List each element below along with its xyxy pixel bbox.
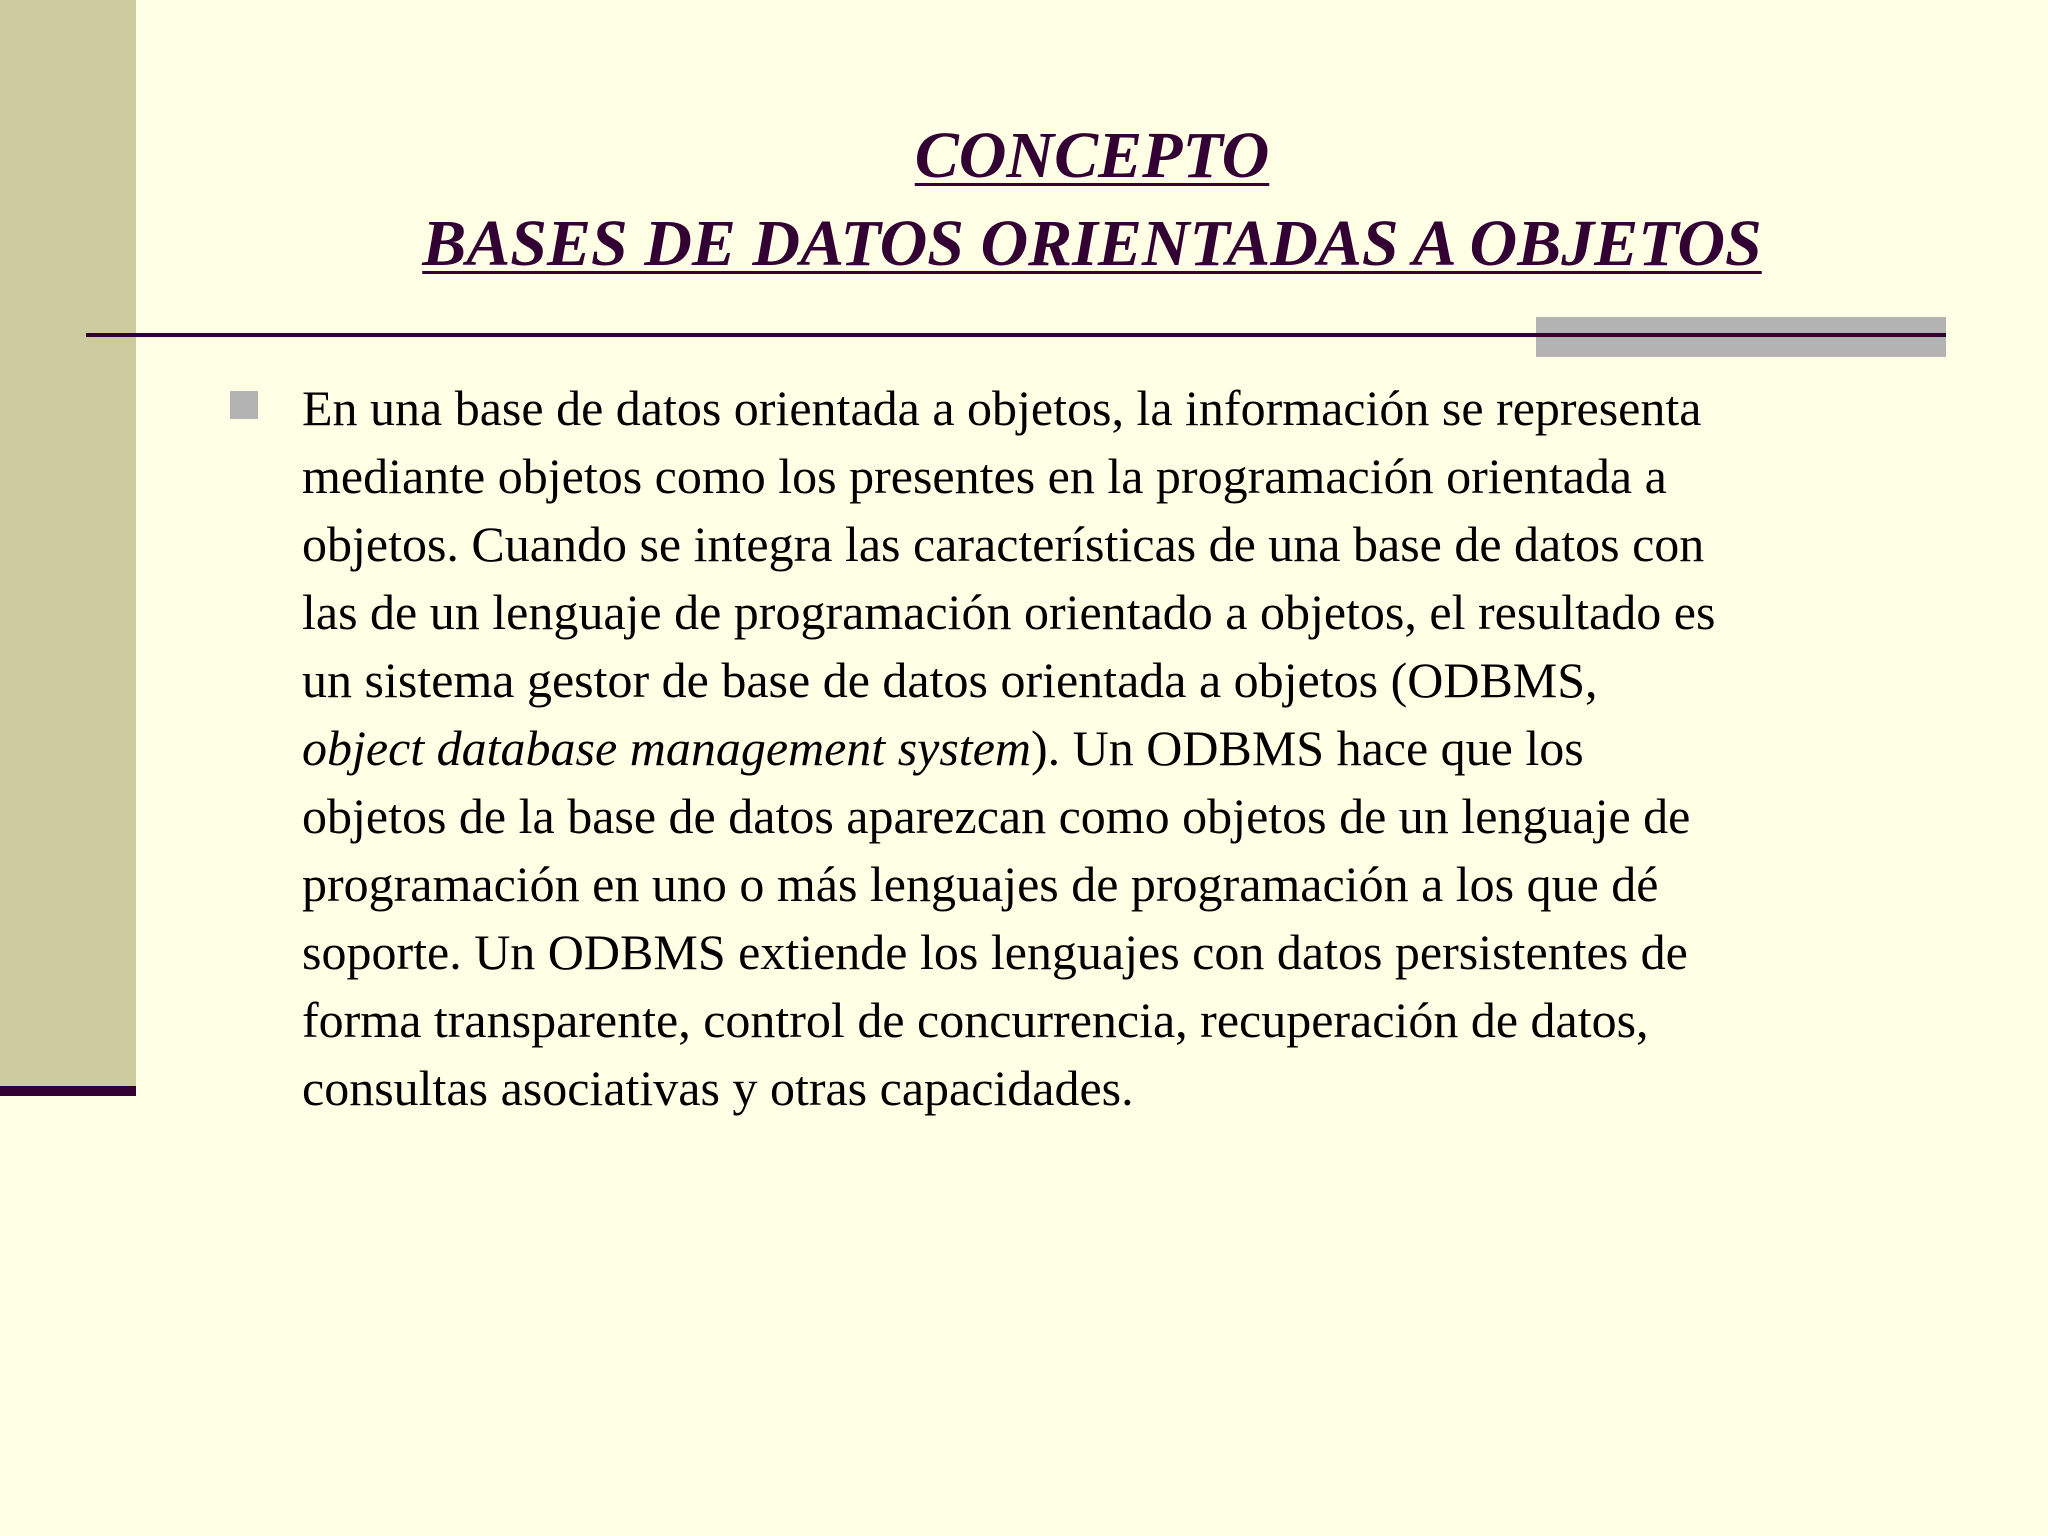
title-line-bases-de-datos: BASES DE DATOS ORIENTADAS A OBJETOS [422,207,1762,280]
paragraph-line: soporte. Un ODBMS extiende los lenguajes con datos persistentes de [302,924,1688,980]
paragraph-line [302,714,1942,782]
title-line-concepto: CONCEPTO [914,119,1270,192]
paragraph-line: un sistema gestor de base de datos orientada a objetos (ODBMS, [302,652,1598,708]
title-divider-accent-line [1536,333,1946,337]
paragraph-line: forma transparente, control de concurrencia, recuperación de datos, [302,992,1649,1048]
side-band [0,0,136,1086]
paragraph-line: En una base de datos orientada a objetos, la información se representa [302,380,1702,436]
bullet-paragraph [302,374,1942,1122]
italic-term: object database management system [302,720,1032,776]
paragraph-line: objetos. Cuando se integra las características de una base de datos con [302,516,1705,572]
square-bullet-icon [230,391,258,419]
paragraph-line-rest: ). Un ODBMS hace que los [1031,720,1584,776]
paragraph-line: mediante objetos como los presentes en la programación orientada a [302,448,1667,504]
paragraph-line: objetos de la base de datos aparezcan como objetos de un lenguaje de [302,788,1691,844]
side-band-line [0,1086,136,1096]
slide-title [136,112,2048,288]
paragraph-line: programación en uno o más lenguajes de programación a los que dé [302,856,1659,912]
title-divider-accent [1536,317,1946,357]
paragraph-line: las de un lenguaje de programación orientado a objetos, el resultado es [302,584,1716,640]
paragraph-line: consultas asociativas y otras capacidades. [302,1060,1134,1116]
